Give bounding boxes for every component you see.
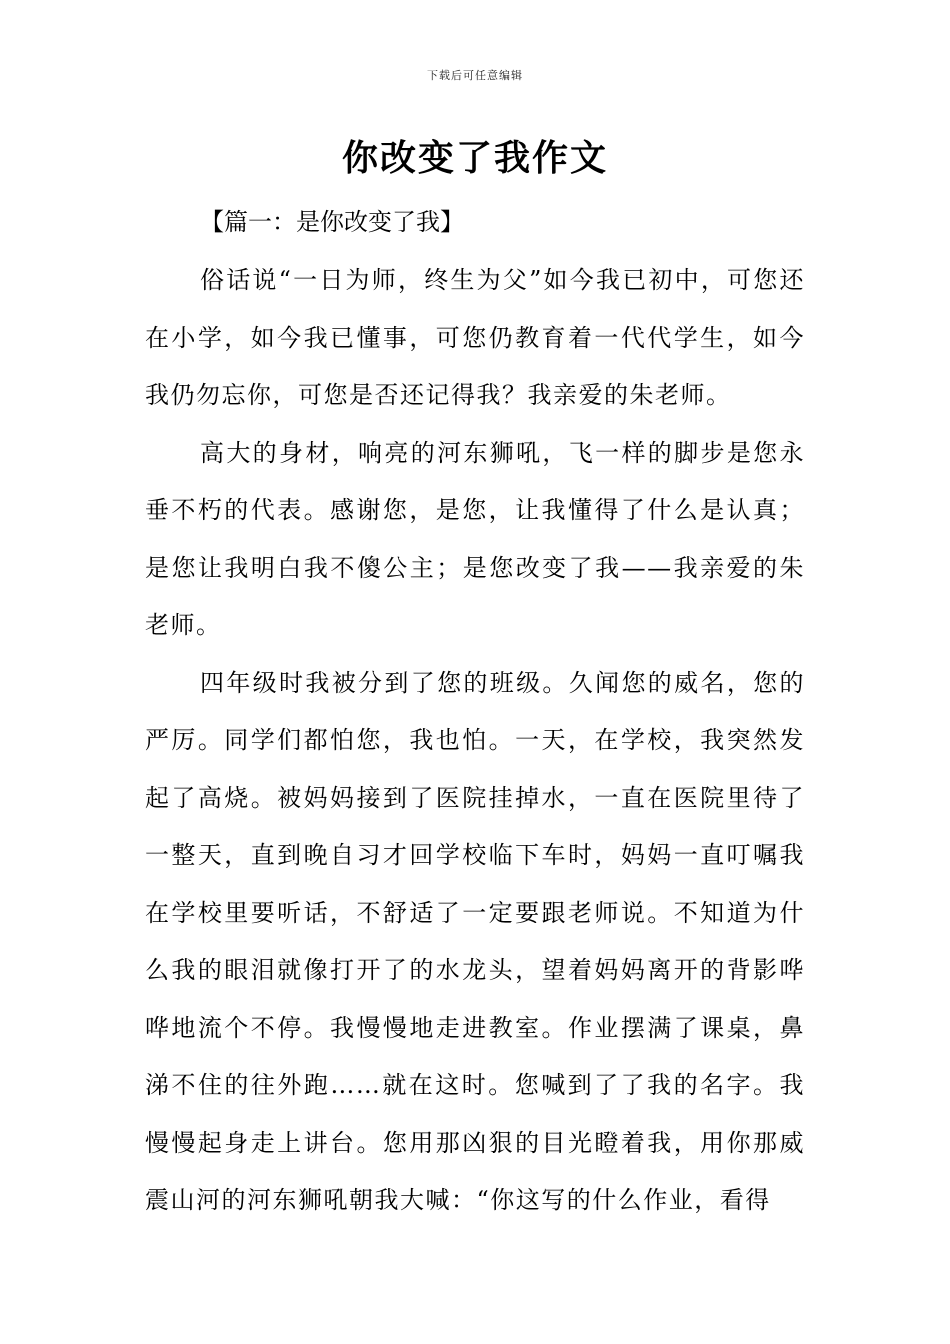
document-title: 你改变了我作文	[341, 138, 608, 179]
paragraph-2: 高大的身材，响亮的河东狮吼，飞一样的脚步是您永垂不朽的代表。感谢您，是您，让我懂得了什么是认真；是您让我明白我不傻公主；是您改变了我——我亲爱的朱老师。	[145, 438, 805, 639]
paragraph-3: 四年级时我被分到了您的班级。久闻您的威名，您的严厉。同学们都怕您，我也怕。一天，在学校，我突然发起了高烧。被妈妈接到了医院挂掉水，一直在医院里待了一整天，直到晚自习才回学校临下车时，妈妈一直叮嘱我在学校里要听话，不舒适了一定要跟老师说。不知道为什么我的眼泪就像打开了的水龙头，望着妈妈离开的背影哗哗地流个不停。我慢慢地走进教室。作业摆满了课桌，鼻涕不住的往外跑……就在这时。您喊到了了我的名字。我慢慢起身走上讲台。您用那凶狠的目光瞪着我，用你那威震山河的河东狮吼朝我大喊：“你这写的什么作业，看得	[145, 668, 805, 1214]
header-note: 下载后可任意编辑	[427, 69, 523, 82]
section-heading: 【篇一：是你改变了我】	[200, 208, 464, 236]
paragraph-1: 俗话说“一日为师，终生为父”如今我已初中，可您还在小学，如今我已懂事，可您仍教育着一代代学生，如今我仍勿忘你，可您是否还记得我？我亲爱的朱老师。	[145, 266, 805, 409]
essay-body	[145, 252, 805, 1230]
